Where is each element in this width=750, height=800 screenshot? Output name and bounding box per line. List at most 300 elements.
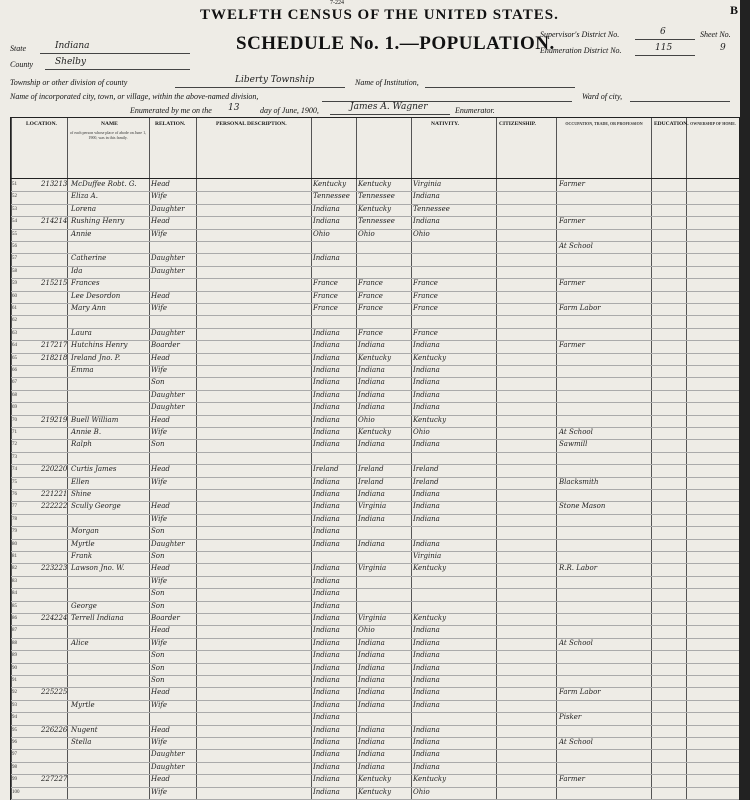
cell-mother: Indiana — [413, 366, 440, 374]
cell-rel: Head — [151, 217, 170, 226]
cell-birth: Indiana — [313, 775, 340, 784]
cell-father: France — [358, 291, 383, 300]
county-underline — [45, 69, 190, 70]
population-table — [10, 117, 740, 800]
cell-birth: Indiana — [313, 390, 340, 399]
cell-rel: Daughter — [151, 403, 185, 412]
cell-occ: Farmer — [559, 775, 586, 784]
cell-rel: Daughter — [151, 328, 185, 337]
col-line — [686, 118, 687, 800]
cell-birth: Indiana — [313, 725, 340, 734]
cell-dw: 223 — [41, 564, 55, 573]
cell-occ: Farm Labor — [559, 688, 601, 697]
col-header-education: EDUCATION. — [654, 121, 689, 127]
state-value: Indiana — [55, 41, 90, 51]
cell-mother: France — [413, 328, 438, 337]
cell-father: Ohio — [358, 229, 375, 238]
row-line — [11, 241, 739, 242]
cell-dw: 221 — [41, 490, 55, 498]
form-number: 7-224 — [330, 0, 344, 6]
row-number: 90 — [12, 665, 17, 671]
cell-birth: Indiana — [313, 341, 340, 350]
ward-underline — [630, 101, 730, 102]
cell-father: Ohio — [358, 415, 375, 424]
row-number: 80 — [12, 541, 17, 547]
cell-mother: Indiana — [413, 725, 440, 734]
cell-occ: Farmer — [559, 279, 586, 288]
cell-occ: Farmer — [559, 341, 586, 350]
cell-father: Indiana — [358, 514, 385, 523]
row-number: 57 — [12, 256, 17, 262]
enumerated-label: Enumerated by me on the — [130, 106, 212, 115]
cell-name: Curtis James — [71, 465, 117, 474]
cell-birth: Tennessee — [313, 192, 350, 201]
row-number: 82 — [12, 566, 17, 572]
cell-rel: Head — [151, 502, 170, 511]
cell-father: Indiana — [358, 341, 385, 350]
cell-father: Indiana — [358, 390, 385, 399]
cell-name: Laura — [71, 328, 92, 337]
row-number: 77 — [12, 504, 17, 510]
col-header-ownership: OWNERSHIP OF HOME. — [690, 121, 736, 126]
cell-mother: Indiana — [413, 341, 440, 350]
row-number: 62 — [12, 318, 17, 324]
cell-occ: Stone Mason — [559, 502, 606, 511]
cell-birth: Indiana — [313, 676, 340, 684]
row-number: 85 — [12, 603, 17, 609]
cell-mother: Virginia — [413, 180, 442, 188]
cell-birth: Indiana — [313, 514, 340, 523]
cell-mother: Kentucky — [413, 775, 447, 784]
cell-mother: France — [413, 304, 438, 312]
cell-rel: Head — [151, 775, 170, 784]
row-number: 95 — [12, 727, 17, 733]
cell-name: Terrell Indiana — [71, 614, 124, 622]
township-value: Liberty Township — [235, 75, 315, 85]
row-number: 94 — [12, 715, 17, 721]
row-number: 87 — [12, 628, 17, 634]
col-line — [556, 118, 557, 800]
cell-birth: Indiana — [313, 254, 340, 263]
cell-birth: Indiana — [313, 576, 340, 585]
col-line — [411, 118, 412, 800]
cell-rel: Head — [151, 415, 170, 424]
cell-birth: Indiana — [313, 440, 340, 449]
cell-rel: Head — [151, 291, 170, 300]
cell-birth: Indiana — [313, 366, 340, 374]
cell-name: Ellen — [71, 477, 90, 486]
row-number: 98 — [12, 764, 17, 770]
col-header-nativity: NATIVITY. — [431, 121, 459, 127]
row-line — [11, 229, 739, 230]
cell-mother: Indiana — [413, 738, 440, 746]
cell-mother: Ohio — [413, 229, 430, 238]
institution-underline — [425, 87, 575, 88]
cell-birth: Indiana — [313, 651, 340, 660]
cell-father: Kentucky — [358, 428, 392, 436]
cell-mother: Indiana — [413, 192, 440, 201]
cell-name: Rushing Henry — [71, 217, 125, 226]
cell-rel: Daughter — [151, 750, 185, 759]
cell-mother: Indiana — [413, 676, 440, 684]
cell-occ: At School — [559, 638, 593, 647]
cell-rel: Daughter — [151, 204, 185, 213]
cell-birth: Indiana — [313, 589, 340, 598]
row-number: 70 — [12, 417, 17, 423]
cell-name: Frank — [71, 552, 93, 560]
cell-father: Virginia — [358, 502, 387, 511]
cell-fam: 225 — [54, 688, 68, 697]
cell-fam: 223 — [54, 564, 68, 573]
row-number: 66 — [12, 368, 17, 373]
cell-father: Indiana — [358, 750, 385, 759]
cell-mother: Kentucky — [413, 415, 447, 424]
cell-name: Annie — [71, 229, 92, 238]
cell-father: Indiana — [358, 725, 385, 734]
cell-mother: Indiana — [413, 750, 440, 759]
row-number: 81 — [12, 554, 17, 559]
cell-fam: 222 — [54, 502, 68, 511]
cell-dw: 220 — [41, 465, 55, 474]
row-line — [11, 712, 739, 713]
enumeration-underline — [635, 55, 695, 56]
enumerator-label: Enumerator. — [455, 106, 495, 115]
cell-occ: Farm Labor — [559, 304, 601, 312]
row-number: 55 — [12, 231, 17, 237]
row-number: 93 — [12, 702, 17, 708]
cell-fam: 227 — [54, 775, 68, 784]
cell-rel: Wife — [151, 700, 168, 709]
cell-rel: Son — [151, 601, 165, 610]
row-number: 86 — [12, 616, 17, 621]
cell-name: George — [71, 601, 97, 610]
cell-occ: Pisker — [559, 713, 582, 722]
cell-fam: 220 — [54, 465, 68, 474]
cell-name: McDuffee Robt. G. — [71, 180, 137, 188]
township-label: Township or other division of county — [10, 78, 128, 87]
cell-mother: Indiana — [413, 651, 440, 660]
cell-birth: France — [313, 279, 338, 288]
cell-occ: Farmer — [559, 180, 586, 188]
cell-mother: Tennessee — [413, 204, 450, 213]
cell-birth: Indiana — [313, 564, 340, 573]
row-number: 84 — [12, 591, 17, 597]
row-number: 60 — [12, 293, 17, 299]
cell-father: Indiana — [358, 651, 385, 660]
cell-father: Indiana — [358, 490, 385, 498]
cell-occ: At School — [559, 242, 593, 250]
cell-father: Indiana — [358, 738, 385, 746]
cell-rel: Head — [151, 564, 170, 573]
enumerator-underline — [330, 114, 450, 115]
cell-occ: R.R. Labor — [559, 564, 598, 573]
cell-mother: Indiana — [413, 390, 440, 399]
row-line — [11, 625, 739, 626]
row-line — [11, 576, 739, 577]
cell-father: Kentucky — [358, 787, 392, 796]
cell-mother: Indiana — [413, 700, 440, 709]
row-number: 56 — [12, 244, 17, 249]
cell-rel: Wife — [151, 366, 168, 374]
cell-mother: Indiana — [413, 403, 440, 412]
cell-father: Indiana — [358, 539, 385, 548]
cell-rel: Wife — [151, 576, 168, 585]
cell-rel: Son — [151, 589, 165, 598]
cell-father: Kentucky — [358, 775, 392, 784]
col-line — [311, 118, 312, 800]
cell-rel: Wife — [151, 738, 168, 746]
cell-name: Morgan — [71, 527, 99, 536]
cell-dw: 217 — [41, 341, 55, 350]
cell-mother: Indiana — [413, 490, 440, 498]
cell-mother: Ohio — [413, 787, 430, 796]
cell-birth: Indiana — [313, 328, 340, 337]
cell-father: Indiana — [358, 378, 385, 387]
row-number: 73 — [12, 454, 17, 460]
row-number: 100 — [12, 789, 20, 795]
cell-dw: 224 — [41, 614, 55, 622]
cell-rel: Son — [151, 676, 165, 684]
cell-fam: 221 — [54, 490, 68, 498]
col-header-occupation: OCCUPATION, TRADE, OR PROFESSION — [565, 121, 643, 126]
cell-name: Ida — [71, 266, 83, 275]
row-number: 76 — [12, 492, 17, 497]
cell-birth: Indiana — [313, 403, 340, 412]
cell-name: Lee Desordon — [71, 291, 121, 300]
row-line — [11, 551, 739, 552]
cell-fam: 219 — [54, 415, 68, 424]
cell-mother: Virginia — [413, 552, 442, 560]
row-number: 72 — [12, 442, 17, 448]
enumerated-mid: day of June, 1900, — [260, 106, 319, 115]
cell-fam: 226 — [54, 725, 68, 734]
cell-mother: Kentucky — [413, 614, 447, 622]
cell-birth: Indiana — [313, 428, 340, 436]
row-number: 71 — [12, 430, 17, 435]
row-line — [11, 601, 739, 602]
cell-mother: Indiana — [413, 688, 440, 697]
cell-mother: Indiana — [413, 440, 440, 449]
cell-occ: Sawmill — [559, 440, 588, 449]
cell-birth: Indiana — [313, 713, 340, 722]
city-label: Name of incorporated city, town, or village, within the above-named division, — [10, 92, 259, 101]
cell-rel: Daughter — [151, 762, 185, 771]
cell-mother: France — [413, 279, 438, 288]
cell-name: Ireland Jno. P. — [71, 353, 121, 362]
col-line — [356, 118, 357, 800]
cell-mother: Ohio — [413, 428, 430, 436]
schedule-title: SCHEDULE No. 1.—POPULATION. — [236, 33, 555, 54]
cell-rel: Son — [151, 378, 165, 387]
name-note: of each person whose place of abode on June 1, 1900, was in this family. — [69, 130, 147, 140]
row-number: 53 — [12, 206, 17, 212]
row-number: 65 — [12, 355, 17, 361]
row-line — [11, 588, 739, 589]
cell-father: Kentucky — [358, 180, 392, 188]
cell-father: Indiana — [358, 366, 385, 374]
cell-mother: Indiana — [413, 514, 440, 523]
header-bottom-line — [11, 178, 739, 179]
cell-birth: Indiana — [313, 217, 340, 226]
row-line — [11, 266, 739, 267]
cell-rel: Wife — [151, 787, 168, 796]
cell-name: Shine — [71, 490, 92, 498]
row-number: 78 — [12, 516, 17, 522]
cell-dw: 226 — [41, 725, 55, 734]
cell-dw: 219 — [41, 415, 55, 424]
cell-father: Indiana — [358, 676, 385, 684]
cell-birth: Indiana — [313, 378, 340, 387]
cell-rel: Daughter — [151, 254, 185, 263]
cell-dw: 213 — [41, 180, 55, 188]
cell-rel: Wife — [151, 304, 168, 312]
cell-rel: Son — [151, 663, 165, 672]
cell-mother: Ireland — [413, 465, 439, 474]
cell-rel: Wife — [151, 514, 168, 523]
cell-dw: 227 — [41, 775, 55, 784]
cell-rel: Head — [151, 725, 170, 734]
cell-father: Ohio — [358, 626, 375, 635]
col-header-location: LOCATION. — [26, 121, 57, 127]
cell-mother: Kentucky — [413, 353, 447, 362]
cell-rel: Head — [151, 688, 170, 697]
cell-birth: Indiana — [313, 353, 340, 362]
cell-rel: Head — [151, 180, 170, 188]
cell-name: Alice — [71, 638, 89, 647]
cell-name: Nugent — [71, 725, 98, 734]
col-header-personal: PERSONAL DESCRIPTION. — [216, 121, 287, 127]
supervisor-underline — [635, 39, 695, 40]
cell-rel: Wife — [151, 638, 168, 647]
cell-father: Ireland — [358, 465, 384, 474]
ward-label: Ward of city, — [582, 92, 623, 101]
cell-mother: Indiana — [413, 378, 440, 387]
cell-rel: Head — [151, 626, 170, 635]
cell-father: Indiana — [358, 762, 385, 771]
supervisor-label: Supervisor's District No. — [540, 30, 620, 39]
cell-birth: Indiana — [313, 626, 340, 635]
sheet-label: Sheet No. — [700, 30, 731, 39]
cell-father: Indiana — [358, 663, 385, 672]
row-number: 64 — [12, 343, 17, 349]
cell-name: Scully George — [71, 502, 121, 511]
row-line — [11, 452, 739, 453]
cell-father: Tennessee — [358, 217, 395, 226]
cell-birth: Ireland — [313, 465, 339, 474]
row-number: 89 — [12, 653, 17, 659]
cell-birth: Indiana — [313, 477, 340, 486]
cell-rel: Wife — [151, 428, 168, 436]
cell-birth: Indiana — [313, 688, 340, 697]
cell-father: Ireland — [358, 477, 384, 486]
cell-rel: Son — [151, 440, 165, 449]
row-number: 92 — [12, 690, 17, 696]
cell-rel: Wife — [151, 229, 168, 238]
cell-name: Lawson Jno. W. — [71, 564, 125, 573]
row-line — [11, 315, 739, 316]
county-value: Shelby — [55, 57, 87, 67]
cell-name: Ralph — [71, 440, 92, 449]
cell-birth: Indiana — [313, 601, 340, 610]
cell-mother: Indiana — [413, 626, 440, 635]
cell-name: Buell William — [71, 415, 119, 424]
row-number: 97 — [12, 752, 17, 758]
cell-birth: Indiana — [313, 527, 340, 536]
cell-name: Mary Ann — [71, 304, 106, 312]
enumerator-name: James A. Wagner — [350, 102, 428, 112]
row-line — [11, 526, 739, 527]
cell-mother: Ireland — [413, 477, 439, 486]
cell-rel: Wife — [151, 477, 168, 486]
row-number: 52 — [12, 194, 17, 200]
cell-birth: Indiana — [313, 204, 340, 213]
cell-birth: Indiana — [313, 502, 340, 511]
cell-name: Frances — [71, 279, 100, 288]
institution-label: Name of Institution, — [355, 78, 419, 87]
supervisor-value: 6 — [660, 27, 666, 37]
cell-name: Catherine — [71, 254, 107, 263]
cell-rel: Daughter — [151, 390, 185, 399]
cell-father: Virginia — [358, 564, 387, 573]
cell-birth: Indiana — [313, 663, 340, 672]
cell-occ: Blacksmith — [559, 477, 599, 486]
cell-name: Myrtle — [71, 700, 95, 709]
cell-name: Myrtle — [71, 539, 95, 548]
census-title: TWELFTH CENSUS OF THE UNITED STATES. — [200, 7, 559, 23]
enumerated-day: 13 — [228, 103, 240, 113]
cell-birth: Indiana — [313, 415, 340, 424]
cell-mother: Indiana — [413, 217, 440, 226]
cell-mother: Indiana — [413, 663, 440, 672]
row-number: 91 — [12, 678, 17, 683]
cell-name: Eliza A. — [71, 192, 98, 201]
cell-rel: Son — [151, 651, 165, 660]
row-number: 68 — [12, 392, 17, 398]
cell-father: Indiana — [358, 638, 385, 647]
cell-mother: Indiana — [413, 539, 440, 548]
cell-father: France — [358, 328, 383, 337]
row-line — [11, 253, 739, 254]
row-number: 54 — [12, 219, 17, 225]
cell-birth: Kentucky — [313, 180, 347, 188]
cell-father: France — [358, 304, 383, 312]
cell-birth: Indiana — [313, 787, 340, 796]
cell-birth: Ohio — [313, 229, 330, 238]
cell-name: Emma — [71, 366, 94, 374]
cell-birth: Indiana — [313, 738, 340, 746]
cell-father: France — [358, 279, 383, 288]
col-line — [196, 118, 197, 800]
cell-birth: Indiana — [313, 539, 340, 548]
cell-name: Lorena — [71, 204, 97, 213]
cell-father: Tennessee — [358, 192, 395, 201]
sheet-value: 9 — [720, 43, 726, 53]
cell-fam: 217 — [54, 341, 68, 350]
cell-dw: 215 — [41, 279, 55, 288]
cell-birth: Indiana — [313, 762, 340, 771]
cell-dw: 225 — [41, 688, 55, 697]
cell-rel: Son — [151, 552, 165, 560]
cell-birth: Indiana — [313, 750, 340, 759]
row-number: 61 — [12, 306, 17, 311]
cell-birth: Indiana — [313, 700, 340, 709]
row-number: 88 — [12, 640, 17, 646]
cell-occ: Farmer — [559, 217, 586, 226]
cell-name: Stella — [71, 738, 92, 746]
state-underline — [40, 53, 190, 54]
cell-dw: 214 — [41, 217, 55, 226]
col-header-name: NAME — [101, 121, 118, 127]
